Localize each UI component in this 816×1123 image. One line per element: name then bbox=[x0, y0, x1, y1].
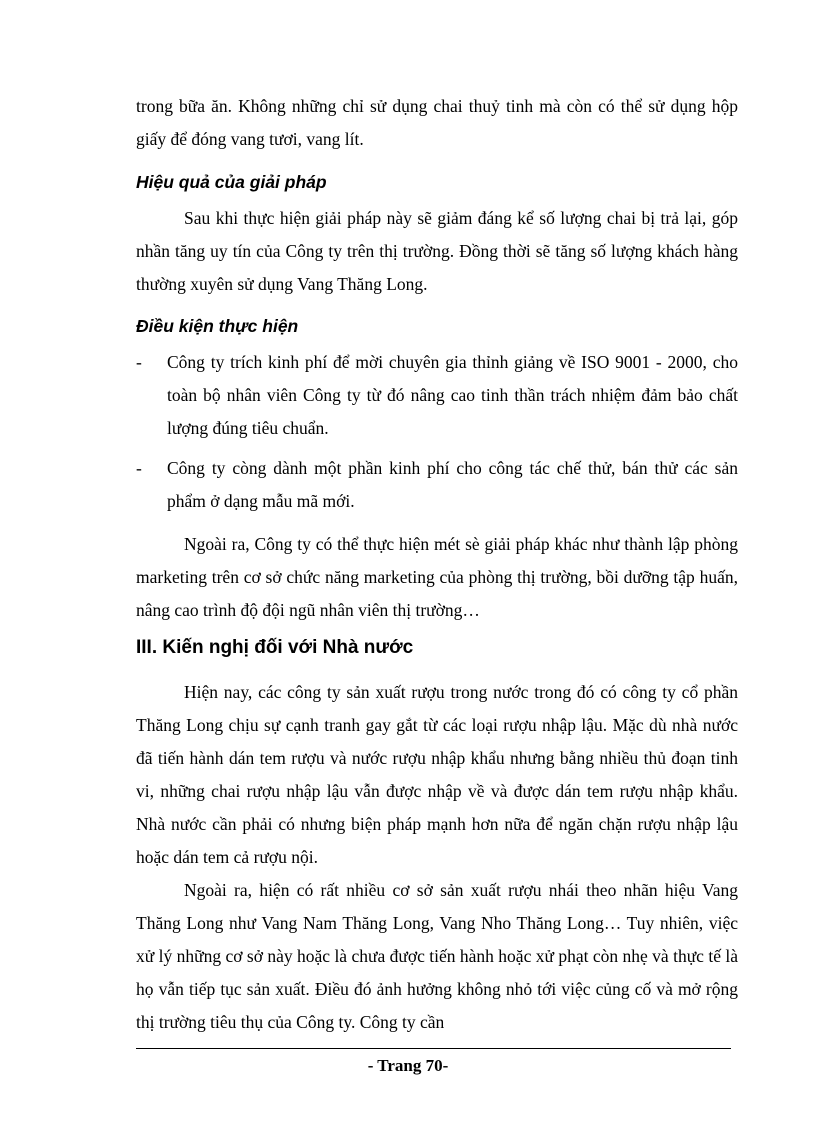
heading-effectiveness: Hiệu quả của giải pháp bbox=[136, 172, 327, 192]
bullet-text: Công ty trích kinh phí để mời chuyên gia thỉnh giảng về ISO 9001 - 2000, cho toàn bộ nhân viên Công ty từ đó nâng cao tinh thần trách nhiệm đảm bảo chất lượng đúng tiêu chuẩn. bbox=[167, 352, 738, 438]
paragraph-counterfeit: Ngoài ra, hiện có rất nhiều cơ sở sản xuất rượu nhái theo nhãn hiệu Vang Thăng Long như Vang Nam Thăng Long, Vang Nho Thăng Long… Tuy nhiên, việc xử lý những cơ sở này hoặc là chưa được tiến hành hoặc xử phạt còn nhẹ và thực tế là họ vẫn tiếp tục sản xuất. Điều đó ảnh hưởng không nhỏ tới việc củng cố và mở rộng thị trường tiêu thụ của Công ty. Công ty cần bbox=[136, 880, 738, 1032]
bullet-text: Công ty còng dành một phần kinh phí cho công tác chế thử, bán thử các sản phẩm ở dạng mẫu mã mới. bbox=[167, 458, 738, 511]
paragraph-continuation: trong bữa ăn. Không những chỉ sử dụng chai thuỷ tinh mà còn có thể sử dụng hộp giấy để đóng vang tươi, vang lít. bbox=[136, 96, 738, 149]
footer-divider bbox=[136, 1048, 731, 1049]
bullet-item bbox=[136, 346, 738, 445]
heading-conditions: Điều kiện thực hiện bbox=[136, 316, 299, 336]
page-number: - Trang 70- bbox=[367, 1056, 449, 1075]
paragraph-effectiveness: Sau khi thực hiện giải pháp này sẽ giảm đáng kể số lượng chai bị trả lại, góp nhần tăng uy tín của Công ty trên thị trường. Đồng thời sẽ tăng số lượng khách hàng thường xuyên sử dụng Vang Thăng Long. bbox=[136, 208, 738, 294]
bullet-dash: - bbox=[136, 352, 142, 372]
bullet-dash: - bbox=[136, 458, 142, 478]
paragraph-recommendation: Hiện nay, các công ty sản xuất rượu trong nước trong đó có công ty cổ phần Thăng Long chịu sự cạnh tranh gay gắt từ các loại rượu nhập lậu. Mặc dù nhà nước đã tiến hành dán tem rượu và nước rượu nhập khẩu nhưng bằng nhiều thủ đoạn tinh vi, những chai rượu nhập lậu vẫn được nhập về và được dán tem rượu nhập khẩu. Nhà nước cần phải có nhưng biện pháp mạnh hơn nữa để ngăn chặn rượu nhập lậu hoặc dán tem cả rượu nội. bbox=[136, 682, 738, 867]
paragraph-other-solutions: Ngoài ra, Công ty có thể thực hiện mét sè giải pháp khác như thành lập phòng marketing trên cơ sở chức năng marketing của phòng thị trường, bồi dưỡng tập huấn, nâng cao trình độ đội ngũ nhân viên thị trường… bbox=[136, 534, 738, 620]
section-title: III. Kiến nghị đối với Nhà nước bbox=[136, 637, 414, 658]
bullet-item bbox=[136, 452, 738, 518]
